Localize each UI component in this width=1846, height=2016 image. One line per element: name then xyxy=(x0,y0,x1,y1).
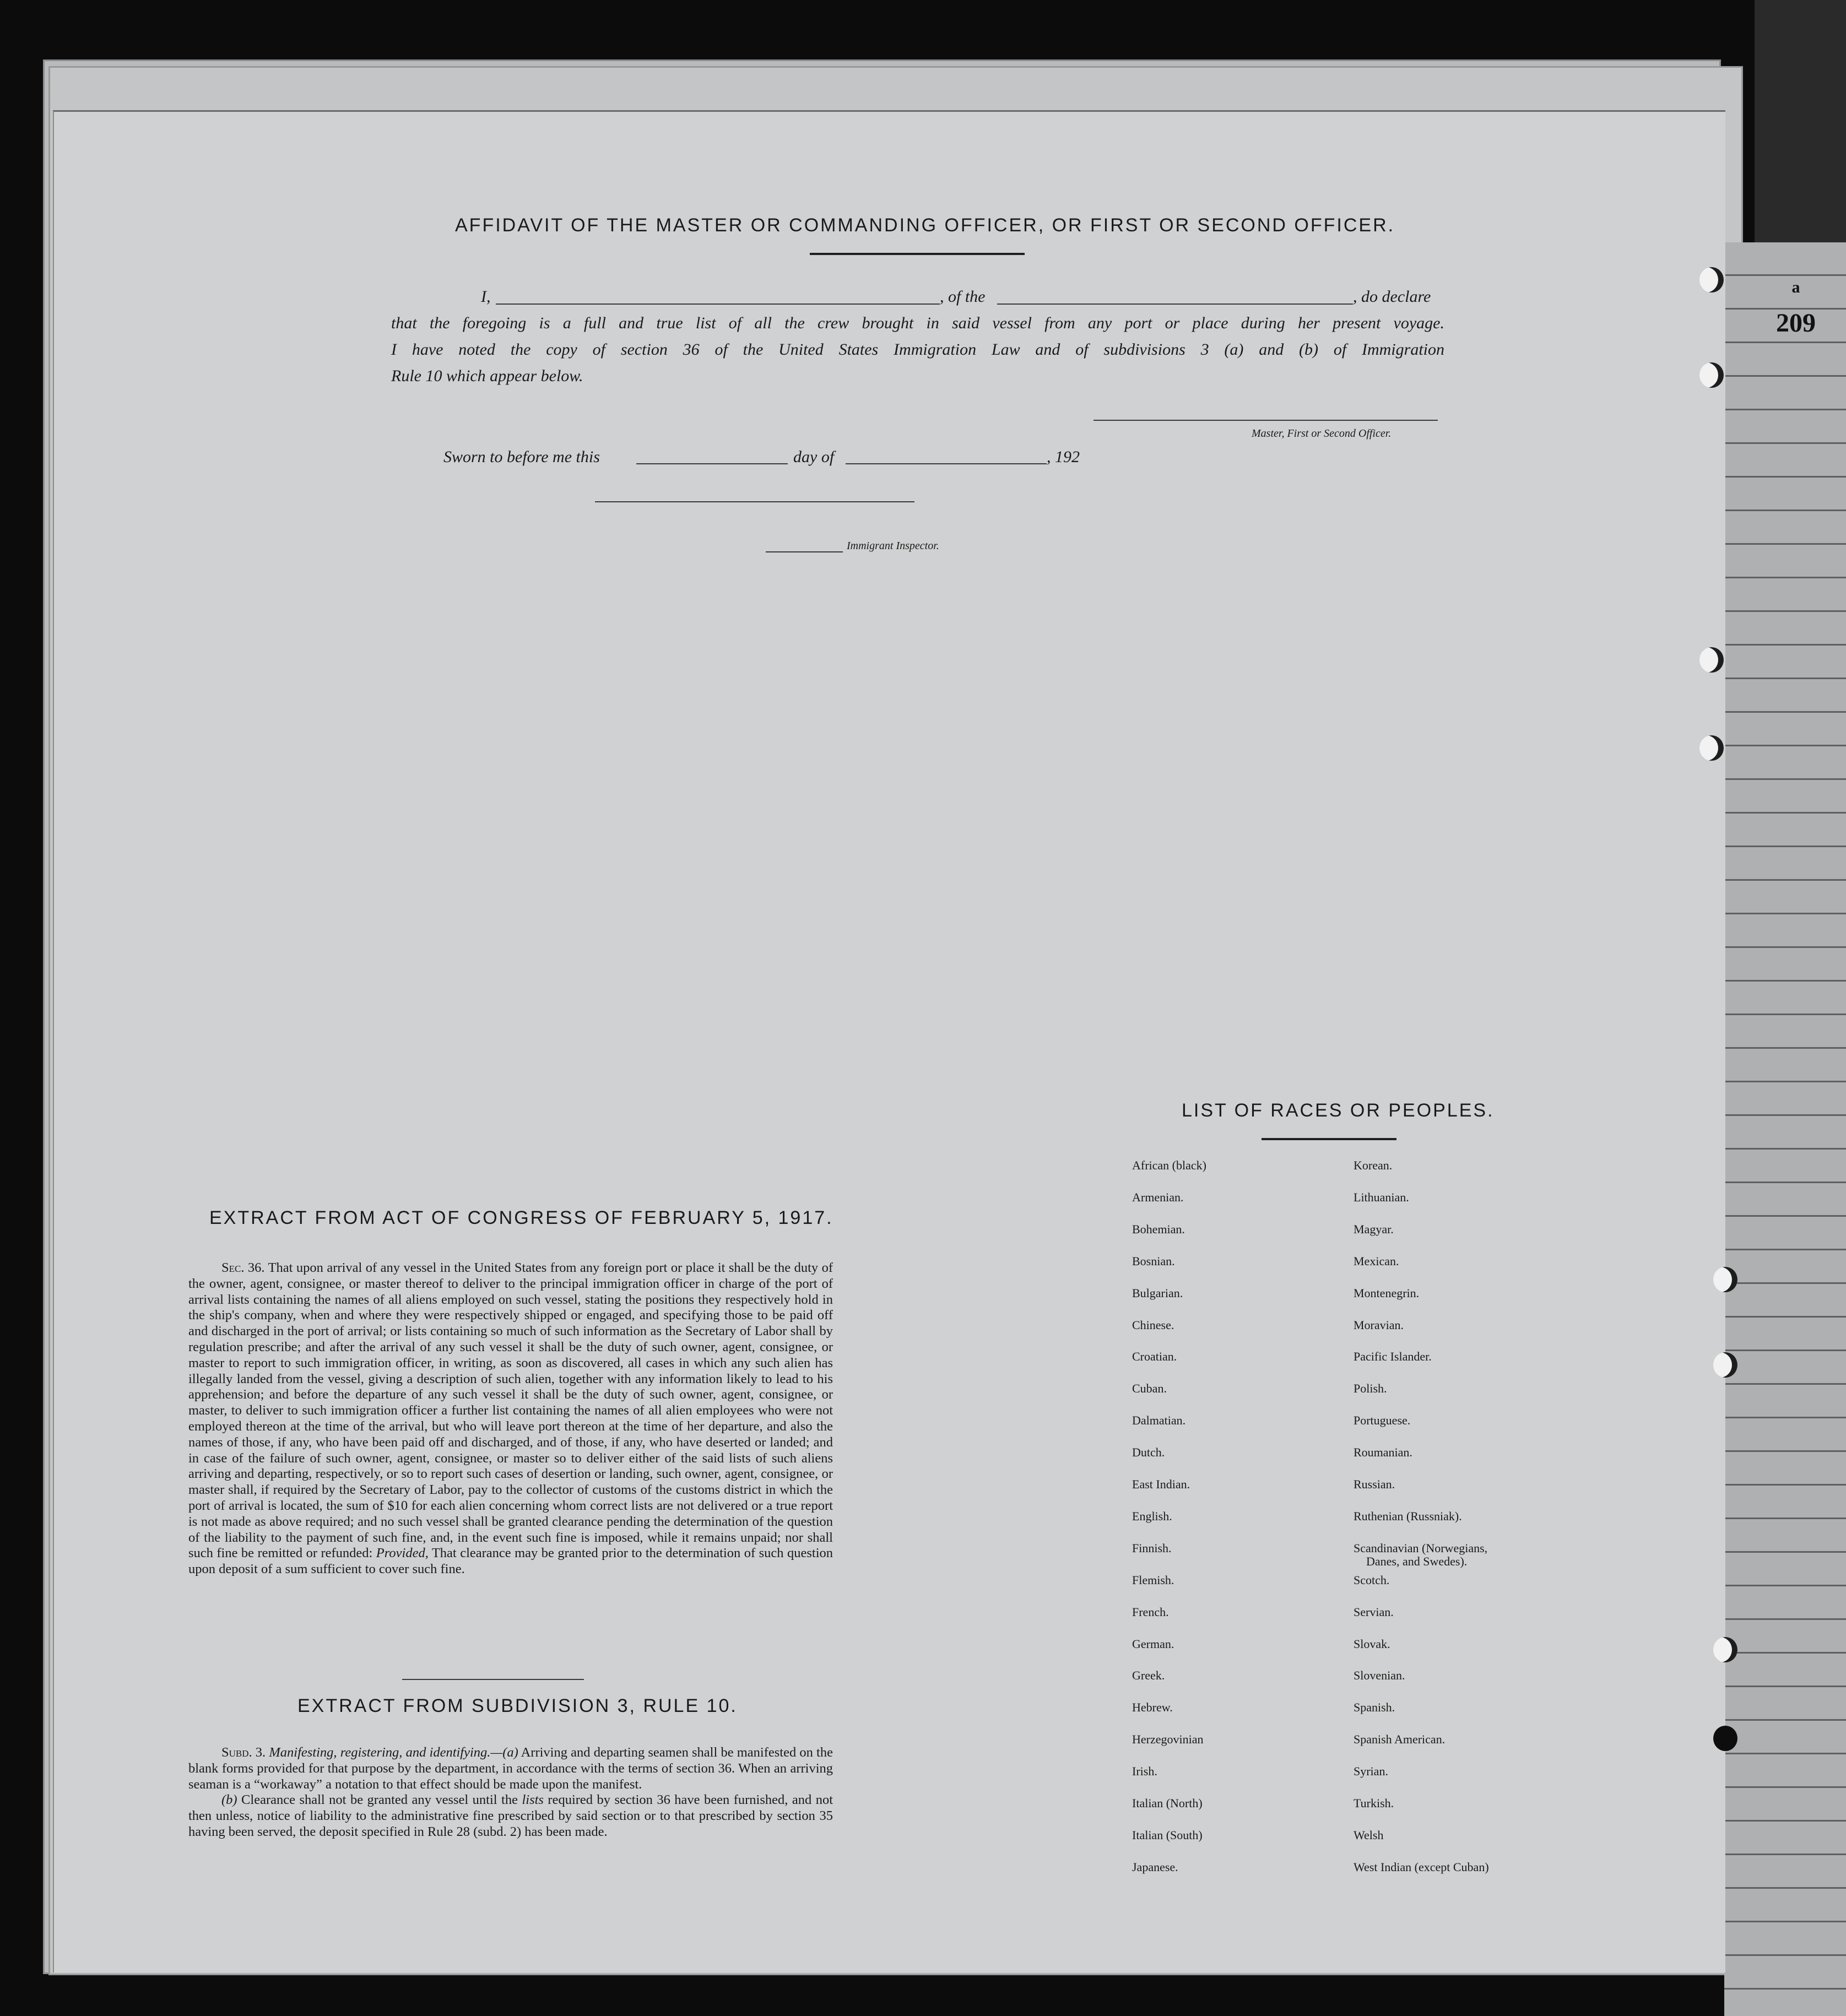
race-item-right: Slovenian. xyxy=(1354,1668,1405,1682)
punch-hole-icon xyxy=(1713,1637,1737,1662)
name-fill-line xyxy=(496,304,940,305)
race-item-left: Herzegovinian xyxy=(1132,1732,1204,1746)
race-item-right: Ruthenian (Russniak). xyxy=(1354,1509,1462,1523)
race-item-right: Russian. xyxy=(1354,1477,1395,1491)
race-item-left: Armenian. xyxy=(1132,1190,1184,1204)
race-item-left: Cuban. xyxy=(1132,1381,1167,1395)
section-label: Sec. 36. xyxy=(221,1260,265,1275)
race-item-right: West Indian (except Cuban) xyxy=(1354,1860,1489,1874)
vessel-fill-line xyxy=(997,304,1353,305)
signature-line xyxy=(1093,420,1438,421)
race-item-right: Slovak. xyxy=(1354,1637,1390,1651)
page-number-label xyxy=(1757,278,1834,338)
subdivision-3-text xyxy=(188,1745,833,1840)
race-item-right: Magyar. xyxy=(1354,1222,1394,1236)
form-page xyxy=(53,110,1725,1972)
race-item-right: Moravian. xyxy=(1354,1318,1404,1332)
section-divider xyxy=(402,1679,584,1680)
subd-b-label: (b) xyxy=(221,1792,237,1808)
race-item-left: Finnish. xyxy=(1132,1541,1172,1555)
affidavit-of-the-label: , of the xyxy=(940,288,986,306)
race-item-left: Irish. xyxy=(1132,1764,1157,1778)
race-item-right: Turkish. xyxy=(1354,1796,1394,1810)
race-item-left: Flemish. xyxy=(1132,1573,1174,1587)
subd-b-body-2: required by section 36 have been furnished, and not then unless, notice of liability to the administrative fine prescribed by said section or to that prescribed by section 35 having been served, the deposit specified in Rule 28 (subd. 2) has been made. xyxy=(188,1792,833,1839)
race-item-right: Syrian. xyxy=(1354,1764,1388,1778)
subd-a-body: Arriving and departing seamen shall be manifested on the blank forms provided for that purpose by the department, in accordance with the terms of section 36. When an arriving seaman is a “workaway” a notation to that effect should be made upon the manifest. xyxy=(188,1745,833,1792)
race-item-left: Dutch. xyxy=(1132,1445,1165,1459)
sworn-label: Sworn to before me this xyxy=(443,448,600,466)
race-item-right: Montenegrin. xyxy=(1354,1286,1420,1300)
affidavit-title: AFFIDAVIT OF THE MASTER OR COMMANDING OFFICER, OR FIRST OR SECOND OFFICER. xyxy=(455,215,1395,236)
race-item-left: English. xyxy=(1132,1509,1172,1523)
page-letter: a xyxy=(1791,278,1800,296)
dark-corner xyxy=(1755,0,1846,242)
subd-b-body-1: Clearance shall not be granted any vessel until the xyxy=(241,1792,518,1808)
punch-hole-icon xyxy=(1699,647,1724,673)
rule-extract-title: EXTRACT FROM SUBDIVISION 3, RULE 10. xyxy=(297,1695,738,1716)
race-item-left: Bosnian. xyxy=(1132,1254,1175,1268)
race-item-left: Bohemian. xyxy=(1132,1222,1185,1236)
inspector-short-line xyxy=(766,551,843,552)
race-item-right: Mexican. xyxy=(1354,1254,1399,1268)
punch-hole-icon xyxy=(1699,735,1724,761)
punch-hole-icon xyxy=(1713,1352,1737,1378)
race-item-right: Scandinavian (Norwegians, xyxy=(1354,1541,1488,1555)
act-extract-title: EXTRACT FROM ACT OF CONGRESS OF FEBRUARY 5, 1917. xyxy=(209,1207,833,1228)
race-item-right: Korean. xyxy=(1354,1158,1393,1172)
races-title: LIST OF RACES OR PEOPLES. xyxy=(1182,1100,1495,1121)
provided-label: Provided, xyxy=(376,1546,429,1561)
underlying-ledger-edge xyxy=(1724,242,1846,2016)
race-item-left: Hebrew. xyxy=(1132,1700,1173,1714)
affidavit-line-4: Rule 10 which appear below. xyxy=(391,367,583,385)
race-item-right: Lithuanian. xyxy=(1354,1190,1409,1204)
race-item-left: Chinese. xyxy=(1132,1318,1174,1332)
page-number: 209 xyxy=(1776,308,1816,338)
punch-hole-icon xyxy=(1699,267,1724,292)
section-body: That upon arrival of any vessel in the United States from any foreign port or place it shall be the duty of the owner, agent, consignee, or master thereof to deliver to the principal immigration officer in charge of the port of arrival lists containing the names of all aliens employed on such vessel, stating the positions they respectively hold in the ship's company, when and where they were respectively shipped or engaged, and specifying those to be paid off and discharged in the port of arrival; or lists containing so much of such information as the Secretary of Labor shall by regulation prescribe; and after the arrival of any such vessel it shall be the duty of such owner, agent, consignee, or master to report to such immigration officer, in writing, as soon as discovered, all cases in which any such alien has illegally landed from the vessel, giving a description of such alien, together with any information likely to lead to his apprehension; and before the departure of any such vessel it shall be the duty of such owner, agent, consignee, or master, to deliver to such immigration officer a further list containing the names of all alien employees who were not employed thereon at the time of the arrival, but who will leave port thereon at the time of her departure, and also the names of those, if any, who have been paid off and discharged, and of those, if any, who have deserted or landed; and in case of the failure of such owner, agent, consignee, or master so to deliver either of the said lists of such aliens arriving and departing, respectively, or so to report such cases of desertion or landing, such owner, agent, consignee, or master shall, if required by the Secretary of Labor, pay to the collector of customs of the customs district in which the port of arrival is located, the sum of $10 for each alien concerning whom correct lists are not delivered or a true report is not made as above required; and no such vessel shall be granted clearance pending the determination of the question of the liability to the payment of such fine, and, in the event such fine is imposed, while it remains unpaid; nor shall such fine be remitted or refunded: xyxy=(188,1260,833,1561)
race-item-left: Dalmatian. xyxy=(1132,1413,1186,1427)
race-item-right: Portuguese. xyxy=(1354,1413,1411,1427)
race-item-continuation: Danes, and Swedes). xyxy=(1366,1554,1468,1568)
punch-hole-icon xyxy=(1713,1726,1737,1751)
race-item-right: Polish. xyxy=(1354,1381,1387,1395)
provided-body: That clearance may be granted prior to the determination of such question upon deposit of a sum sufficient to cover such fine. xyxy=(188,1546,833,1577)
race-item-left: Greek. xyxy=(1132,1668,1165,1682)
sworn-day-line xyxy=(636,463,788,464)
signature-caption: Master, First or Second Officer. xyxy=(1252,427,1392,440)
race-item-left: German. xyxy=(1132,1637,1174,1651)
race-item-right: Pacific Islander. xyxy=(1354,1350,1432,1363)
race-item-right: Servian. xyxy=(1354,1605,1394,1619)
inspector-caption: Immigrant Inspector. xyxy=(847,540,939,552)
race-item-left: Italian (South) xyxy=(1132,1828,1203,1842)
sworn-month-line xyxy=(846,463,1047,464)
race-item-right: Roumanian. xyxy=(1354,1445,1412,1459)
affidavit-declare-label: , do declare xyxy=(1353,288,1431,306)
race-item-left: French. xyxy=(1132,1605,1169,1619)
section-36-text xyxy=(188,1260,833,1578)
race-item-left: Croatian. xyxy=(1132,1350,1177,1363)
race-item-right: Scotch. xyxy=(1354,1573,1390,1587)
punch-hole-icon xyxy=(1713,1267,1737,1292)
race-item-right: Spanish. xyxy=(1354,1700,1395,1714)
race-item-right: Spanish American. xyxy=(1354,1732,1446,1746)
subd-b-lists: lists xyxy=(522,1792,544,1808)
race-item-left: African (black) xyxy=(1132,1158,1206,1172)
race-item-left: East Indian. xyxy=(1132,1477,1190,1491)
race-item-left: Japanese. xyxy=(1132,1860,1178,1874)
race-item-left: Bulgarian. xyxy=(1132,1286,1183,1300)
year-label: , 192 xyxy=(1047,448,1080,466)
title-rule xyxy=(810,253,1025,255)
affidavit-line-3: I have noted the copy of section 36 of the United States Immigration Law and of subdivisions 3 (a) and (b) of Immigration xyxy=(391,340,1444,359)
races-title-rule xyxy=(1262,1138,1396,1140)
subd-label: Subd. 3. xyxy=(221,1745,266,1760)
affidavit-line-2: that the foregoing is a full and true list of all the crew brought in said vessel from any port or place during her present voyage. xyxy=(391,314,1444,332)
punch-hole-icon xyxy=(1699,362,1724,388)
race-item-right: Welsh xyxy=(1354,1828,1384,1842)
inspector-signature-line xyxy=(595,501,914,502)
day-of-label: day of xyxy=(793,448,835,466)
subd-heading: Manifesting, registering, and identifying.—(a) xyxy=(269,1745,518,1760)
affidavit-i-label: I, xyxy=(481,288,491,306)
race-item-left: Italian (North) xyxy=(1132,1796,1203,1810)
